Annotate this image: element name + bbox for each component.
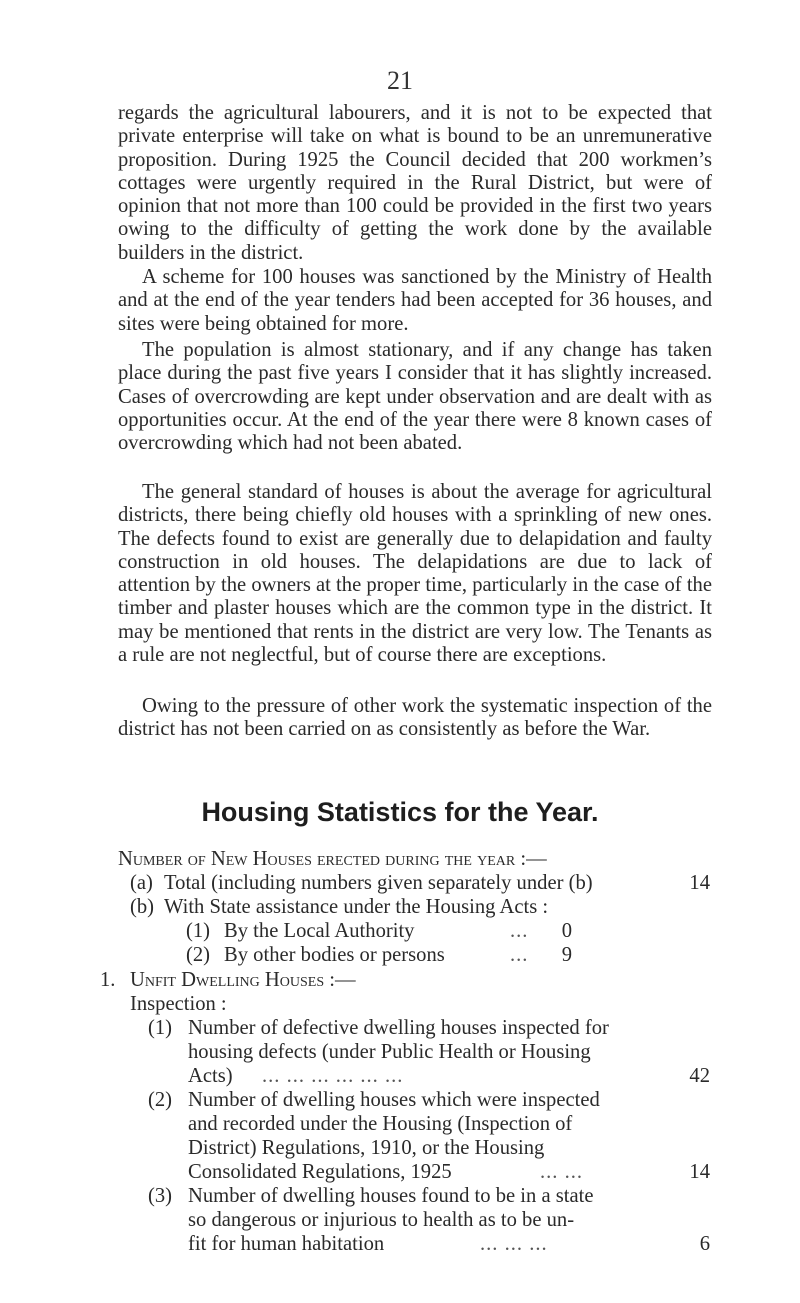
item-a-text: Total (including numbers given separately under (b): [164, 872, 593, 894]
item-a-label: (a): [130, 872, 153, 894]
section-1-number: 1.: [100, 969, 116, 991]
inspection-2-line-3: District) Regulations, 1910, or the Housing: [188, 1137, 545, 1159]
inspection-3-value: 6: [699, 1233, 710, 1255]
paragraph-2: A scheme for 100 houses was sanctioned by the Ministry of Health and at the end of the year tenders had been accepted for 36 houses, and sites were being obtained for more.: [118, 266, 712, 335]
item-b1-leader: ...: [510, 920, 529, 942]
item-b1-text: By the Local Authority: [224, 920, 415, 942]
item-b1-value: 0: [561, 920, 572, 942]
inspection-1-line-3: Acts): [188, 1065, 233, 1087]
item-b-label: (b): [130, 896, 155, 918]
item-b-text: With State assistance under the Housing Acts :: [164, 896, 549, 918]
inspection-2-value: 14: [689, 1161, 710, 1183]
inspection-1-value: 42: [689, 1065, 710, 1087]
page-number: 21: [387, 66, 413, 95]
paragraph-3: The population is almost stationary, and if any change has taken place during the past five years I consider that it has slightly increased. Cases of overcrowding are kept under observation and are dealt with as opportunities occur. At the end of the year there were 8 known cases of overcrowding which had not been abated.: [118, 339, 712, 455]
inspection-3-line-3: fit for human habitation: [188, 1233, 385, 1255]
inspection-1-line-2: housing defects (under Public Health or Housing: [188, 1041, 591, 1063]
inspection-subheading: Inspection :: [130, 993, 227, 1015]
inspection-3-leader: ... ... ...: [480, 1233, 548, 1255]
inspection-2-leader: ... ...: [540, 1161, 584, 1183]
paragraph-5: Owing to the pressure of other work the systematic inspection of the district has not been carried on as consistently as before the War.: [118, 695, 712, 741]
item-b2-text: By other bodies or persons: [224, 944, 445, 966]
item-b2-value: 9: [561, 944, 572, 966]
inspection-2-label: (2): [148, 1089, 173, 1111]
paragraph-1: regards the agricultural labourers, and it is not to be expected that private enterprise will take on what is bound to be an unremunerative proposition. During 1925 the Council decided that 200 workmen’s cottages were urgently required in the Rural District, but were of opinion that not more than 100 could be provided in the first two years owing to the difficulty of getting the work done by the available builders in the district.: [118, 102, 712, 264]
inspection-2-line-2: and recorded under the Housing (Inspection of: [188, 1113, 573, 1135]
item-b1-label: (1): [186, 920, 211, 942]
statistics-heading: Housing Statistics for the Year.: [201, 797, 599, 827]
inspection-3-line-2: so dangerous or injurious to health as to be un-: [188, 1209, 575, 1231]
paragraph-4: The general standard of houses is about the average for agricultural districts, there being chiefly old houses with a sprinkling of new ones. The defects found to exist are generally due to delapidation and faulty construction in old houses. The delapidations are due to lack of attention by the owners at the proper time, particularly in the case of the timber and plaster houses which are the common type in the district. It may be mentioned that rents in the district are very low. The Tenants as a rule are not neglectful, but of course there are exceptions.: [118, 481, 712, 667]
inspection-1-leader: ... ... ... ... ... ...: [262, 1065, 404, 1087]
new-houses-heading: Number of New Houses erected during the year :—: [118, 848, 547, 870]
unfit-houses-heading: Unfit Dwelling Houses :—: [130, 969, 356, 991]
inspection-3-line-1: Number of dwelling houses found to be in a state: [188, 1185, 594, 1207]
inspection-3-label: (3): [148, 1185, 173, 1207]
item-b2-leader: ...: [510, 944, 529, 966]
item-a-value: 14: [689, 872, 710, 894]
inspection-2-line-1: Number of dwelling houses which were inspected: [188, 1089, 600, 1111]
inspection-1-label: (1): [148, 1017, 173, 1039]
inspection-1-line-1: Number of defective dwelling houses inspected for: [188, 1017, 609, 1039]
inspection-2-line-4: Consolidated Regulations, 1925: [188, 1161, 452, 1183]
item-b2-label: (2): [186, 944, 211, 966]
